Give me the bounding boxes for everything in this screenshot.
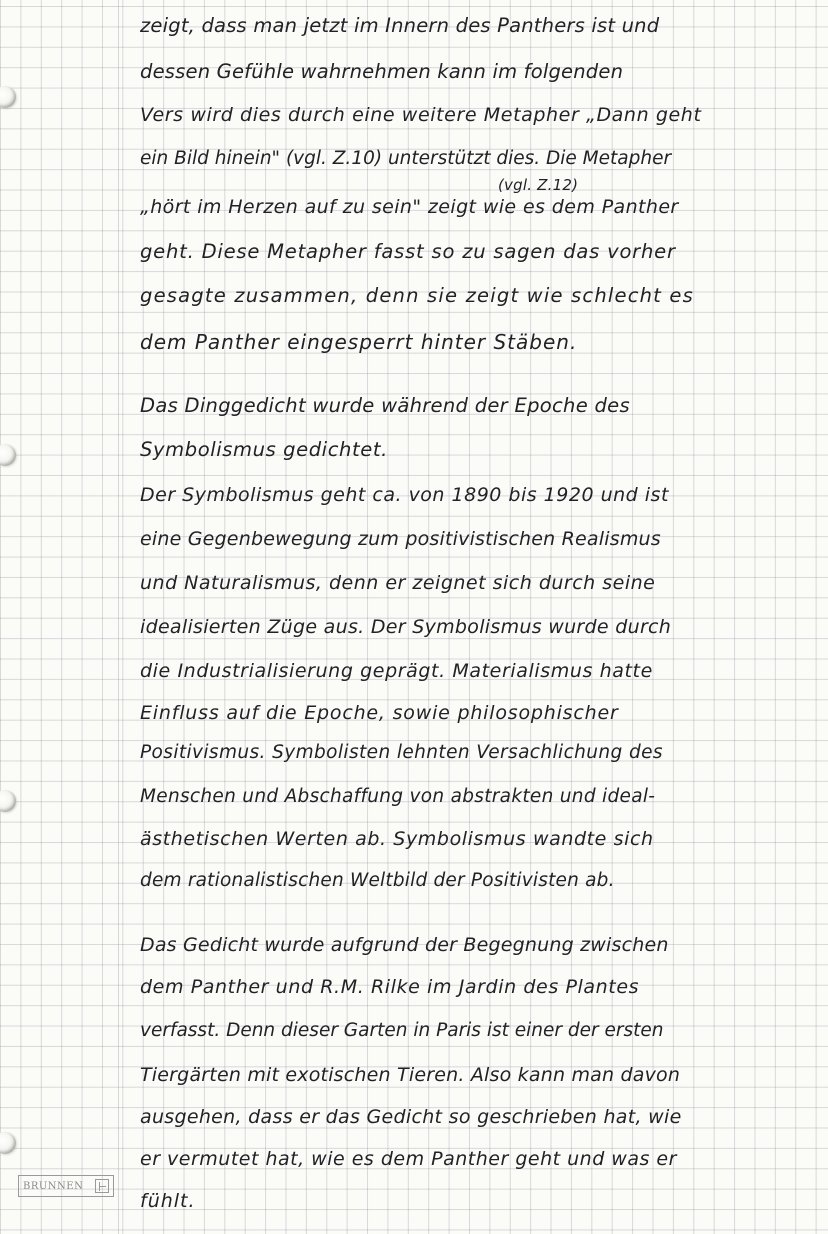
punch-hole <box>0 444 16 466</box>
text-line: „hört im Herzen auf zu sein" zeigt wie es dem Panther <box>140 196 679 218</box>
text-line: Symbolismus gedichtet. <box>140 438 388 461</box>
text-line: dem Panther und R.M. Rilke im Jardin des Plantes <box>140 976 640 998</box>
text-line: idealisierten Züge aus. Der Symbolismus wurde durch <box>140 616 672 638</box>
text-line: dem rationalistischen Weltbild der Positivisten ab. <box>140 870 615 891</box>
text-line: Das Dinggedicht wurde während der Epoche des <box>140 394 630 417</box>
margin-line <box>118 0 119 1234</box>
text-line: ausgehen, dass er das Gedicht so geschrieben hat, wie <box>140 1106 682 1128</box>
punch-hole <box>0 86 16 108</box>
logo-mark-icon <box>95 1179 109 1193</box>
text-line: dessen Gefühle wahrnehmen kann im folgenden <box>140 60 624 83</box>
interlinear-note: (vgl. Z.12) <box>498 176 579 194</box>
text-line: fühlt. <box>140 1190 196 1212</box>
text-line: Das Gedicht wurde aufgrund der Begegnung zwischen <box>140 934 669 956</box>
text-line: Vers wird dies durch eine weitere Metapher „Dann geht <box>140 104 702 126</box>
text-line: er vermutet hat, wie es dem Panther geht und was er <box>140 1148 677 1170</box>
text-line: geht. Diese Metapher fasst so zu sagen das vorher <box>140 240 676 263</box>
text-line: Tiergärten mit exotischen Tieren. Also kann man davon <box>140 1064 681 1086</box>
logo-text: BRUNNEN <box>23 1180 84 1192</box>
brunnen-logo <box>18 1175 114 1197</box>
text-line: die Industrialisierung geprägt. Materialismus hatte <box>140 660 653 682</box>
punch-hole <box>0 790 16 812</box>
text-line: eine Gegenbewegung zum positivistischen Realismus <box>140 528 661 550</box>
text-line: Einfluss auf die Epoche, sowie philosophischer <box>140 702 619 724</box>
text-line: ein Bild hinein" (vgl. Z.10) unterstützt dies. Die Metapher <box>140 148 672 169</box>
text-line: Positivismus. Symbolisten lehnten Versachlichung des <box>140 742 663 763</box>
text-line: und Naturalismus, denn er zeignet sich durch seine <box>140 572 656 594</box>
text-line: zeigt, dass man jetzt im Innern des Panthers ist und <box>140 14 660 37</box>
text-line: Der Symbolismus geht ca. von 1890 bis 1920 und ist <box>140 484 669 506</box>
text-line: dem Panther eingesperrt hinter Stäben. <box>140 330 578 354</box>
text-line: ästhetischen Werten ab. Symbolismus wandte sich <box>140 828 654 850</box>
text-line: gesagte zusammen, denn sie zeigt wie schlecht es <box>140 284 694 307</box>
punch-hole <box>0 1132 16 1154</box>
text-line: Menschen und Abschaffung von abstrakten und ideal- <box>140 786 656 807</box>
text-line: verfasst. Denn dieser Garten in Paris ist einer der ersten <box>140 1020 664 1041</box>
